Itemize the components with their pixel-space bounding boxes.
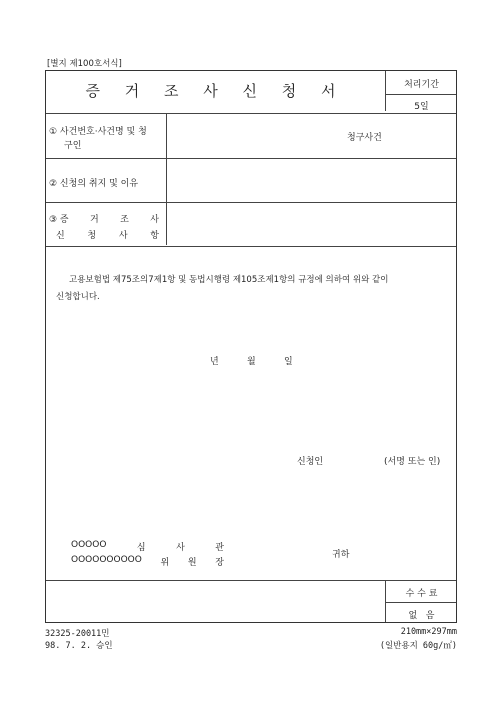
date-year: 년	[210, 357, 219, 367]
divider	[166, 113, 167, 245]
approval-date: 98. 7. 2. 승인	[45, 641, 113, 651]
form-code: 32325-20011민	[45, 629, 110, 639]
applicant-label: 신청인	[297, 457, 324, 467]
recipient-char: 위	[160, 558, 170, 568]
matters-label-char: 항	[150, 231, 159, 241]
recipient-char: 사	[176, 543, 185, 553]
fee-label: 수 수 료	[405, 589, 438, 599]
matters-label-char: 청	[87, 231, 97, 241]
case-value: 청구사건	[347, 133, 382, 143]
divider	[46, 202, 456, 203]
reason-label: ② 신청의 취지 및 이유	[49, 179, 139, 189]
case-label-line2: 구인	[64, 141, 82, 151]
processing-period-value: 5일	[414, 102, 429, 112]
recipient-placeholder: OOOOOOOOOO	[71, 555, 142, 565]
matters-label-char: 신	[56, 231, 65, 241]
divider	[385, 602, 456, 603]
statement-line1: 고용보험법 제75조의7제1항 및 동법시행령 제105조제1항의 규정에 의하여 위와 같이	[69, 275, 389, 285]
recipient-char: 장	[215, 558, 224, 568]
divider	[46, 158, 456, 159]
recipient-placeholder: OOOOO	[71, 540, 107, 550]
form-title: 증 거 조 사 신 청 서	[85, 82, 346, 100]
matters-label-line2	[56, 228, 159, 241]
matters-label-char: 사	[118, 231, 128, 241]
divider	[46, 580, 456, 581]
honorific: 귀하	[332, 550, 350, 560]
form-number: [별지 제100호서식]	[47, 59, 122, 69]
paper-size: 210mm×297mm	[400, 627, 457, 637]
recipient-char: 관	[215, 543, 224, 553]
form-frame	[45, 70, 457, 623]
signature-note: (서명 또는 인)	[384, 457, 441, 467]
matters-label-char: 거	[90, 215, 99, 225]
divider	[46, 246, 456, 247]
matters-label-line1	[49, 212, 159, 225]
case-label-line1: ① 사건번호·사건명 및 청	[49, 127, 147, 137]
date-month: 월	[247, 357, 256, 367]
paper-type: (일반용지 60g/㎡)	[379, 641, 457, 651]
fee-value: 없 음	[408, 611, 435, 621]
divider	[385, 94, 456, 95]
recipient-char: 심	[136, 543, 146, 553]
matters-label-char: 조	[120, 215, 129, 225]
processing-period-label: 처리기간	[404, 80, 439, 90]
divider	[46, 113, 456, 114]
statement-line2: 신청합니다.	[56, 292, 100, 302]
matters-label-char: ③ 증	[49, 215, 69, 225]
matters-label-char: 사	[150, 215, 159, 225]
date-day: 일	[284, 357, 293, 367]
recipient-char: 원	[187, 558, 197, 568]
recipient-line1	[71, 540, 224, 553]
recipient-line2	[71, 555, 224, 568]
